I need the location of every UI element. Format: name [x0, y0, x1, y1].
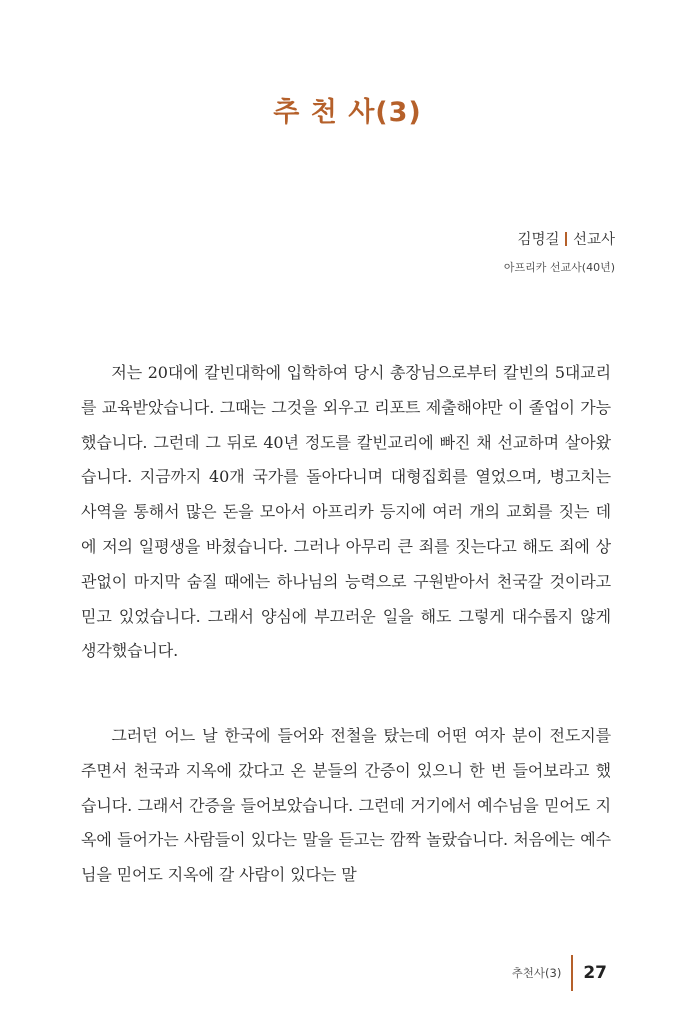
page-footer — [512, 955, 607, 991]
footer-divider — [571, 955, 573, 991]
author-block — [504, 228, 615, 275]
author-affiliation: 아프리카 선교사(40년) — [503, 261, 615, 274]
author-separator — [565, 232, 567, 246]
body-paragraph-2 — [81, 719, 611, 893]
page-title: 추 천 사(3) — [273, 97, 422, 128]
paragraph-text: 그러던 어느 날 한국에 들어와 전철을 탔는데 어떤 여자 분이 전도지를 주면서 천국과 지옥에 갔다고 온 분들의 간증이 있으니 한 번 들어보라고 했습니다. 그래서 간증을 들어보았습니다. 그런데 거기에서 예수님을 믿어도 지옥에 들어가는 사람들이 있다는 말을 듣고는 깜짝 놀랐습니다. 처음에는 예수님을 믿어도 지옥에 갈 사람이 있다는 말 — [81, 726, 611, 885]
author-role: 선교사 — [572, 232, 615, 248]
page-number: 27 — [583, 963, 607, 983]
body-paragraph-1 — [81, 356, 611, 669]
author-line — [504, 228, 615, 249]
paragraph-text: 저는 20대에 칼빈대학에 입학하여 당시 총장님으로부터 칼빈의 5대교리를 교육받았습니다. 그때는 그것을 외우고 리포트 제출해야만 이 졸업이 가능했습니다. 그런데 그 뒤로 40년 정도를 칼빈교리에 빠진 채 선교하며 살아왔습니다. 지금까지 40개 국가를 돌아다니며 대형집회를 열었으며, 병고치는 사역을 통해서 많은 돈을 모아서 아프리카 등지에 여러 개의 교회를 짓는 데에 저의 일평생을 바쳤습니다. 그러나 아무리 큰 죄를 짓는다고 해도 죄에 상관없이 마지막 숨질 때에는 하나님의 능력으로 구원받아서 천국갈 것이라고 믿고 있었습니다. 그래서 양심에 부끄러운 일을 해도 그렇게 대수롭지 않게 생각했습니다. — [81, 363, 611, 661]
author-name: 김명길 — [517, 232, 560, 248]
running-title: 추천사(3) — [511, 966, 562, 980]
